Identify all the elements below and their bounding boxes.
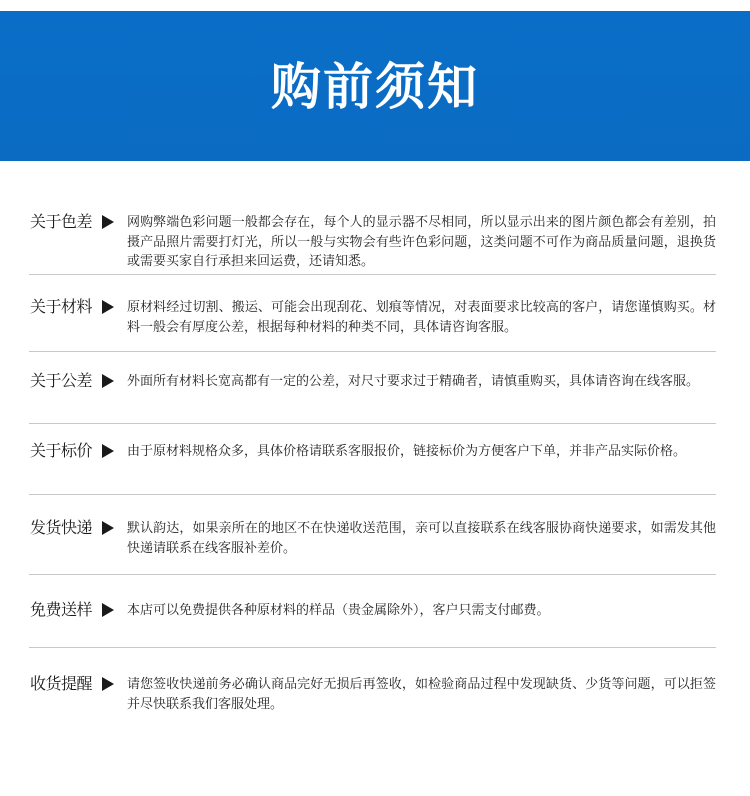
section-label: 免费送样 (30, 600, 93, 619)
divider (29, 494, 716, 495)
page-title: 购前须知 (271, 58, 479, 116)
divider (29, 647, 716, 648)
divider (29, 274, 716, 275)
notice-section-shipping (30, 518, 716, 558)
header-banner (0, 11, 750, 161)
section-label: 关于色差 (30, 212, 93, 231)
section-text: 网购弊端色彩问题一般都会存在，每个人的显示器不尽相同，所以显示出来的图片颜色都会有差别，拍摄产品照片需要打灯光，所以一般与实物会有些许色彩问题，这类问题不可作为商品质量问题，退换货或需要买家自行承担来回运费，还请知悉。 (127, 215, 716, 269)
divider (29, 574, 716, 575)
notice-section-tolerance (30, 371, 716, 392)
section-text: 默认韵达，如果亲所在的地区不在快递收送范围，亲可以直接联系在线客服协商快递要求，如需发其他快递请联系在线客服补差价。 (127, 521, 716, 556)
notice-section-material (30, 297, 716, 337)
triangle-right-icon (102, 215, 114, 229)
divider (29, 351, 716, 352)
section-text: 由于原材料规格众多，具体价格请联系客服报价，链接标价为方便客户下单，并非产品实际价格。 (127, 444, 687, 459)
triangle-right-icon (102, 603, 114, 617)
section-text: 原材料经过切割、搬运、可能会出现刮花、划痕等情况，对表面要求比较高的客户，请您谨慎购买。材料一般会有厚度公差，根据每种材料的种类不同，具体请咨询客服。 (127, 300, 716, 335)
section-text: 外面所有材料长宽高都有一定的公差，对尺寸要求过于精确者，请慎重购买，具体请咨询在线客服。 (127, 374, 700, 389)
notice-section-pricing (30, 441, 716, 462)
triangle-right-icon (102, 374, 114, 388)
notice-section-receipt-reminder (30, 674, 716, 714)
section-label: 关于材料 (30, 297, 93, 316)
triangle-right-icon (102, 677, 114, 691)
triangle-right-icon (102, 300, 114, 314)
notice-section-color-difference (30, 212, 716, 272)
notice-section-free-samples (30, 600, 716, 621)
section-label: 关于公差 (30, 371, 93, 390)
triangle-right-icon (102, 521, 114, 535)
section-text: 本店可以免费提供各种原材料的样品（贵金属除外），客户只需支付邮费。 (127, 603, 550, 618)
section-label: 收货提醒 (30, 674, 93, 693)
triangle-right-icon (102, 444, 114, 458)
section-label: 发货快递 (30, 518, 93, 537)
divider (29, 423, 716, 424)
section-label: 关于标价 (30, 441, 93, 460)
section-text: 请您签收快递前务必确认商品完好无损后再签收，如检验商品过程中发现缺货、少货等问题，可以拒签并尽快联系我们客服处理。 (127, 677, 716, 712)
